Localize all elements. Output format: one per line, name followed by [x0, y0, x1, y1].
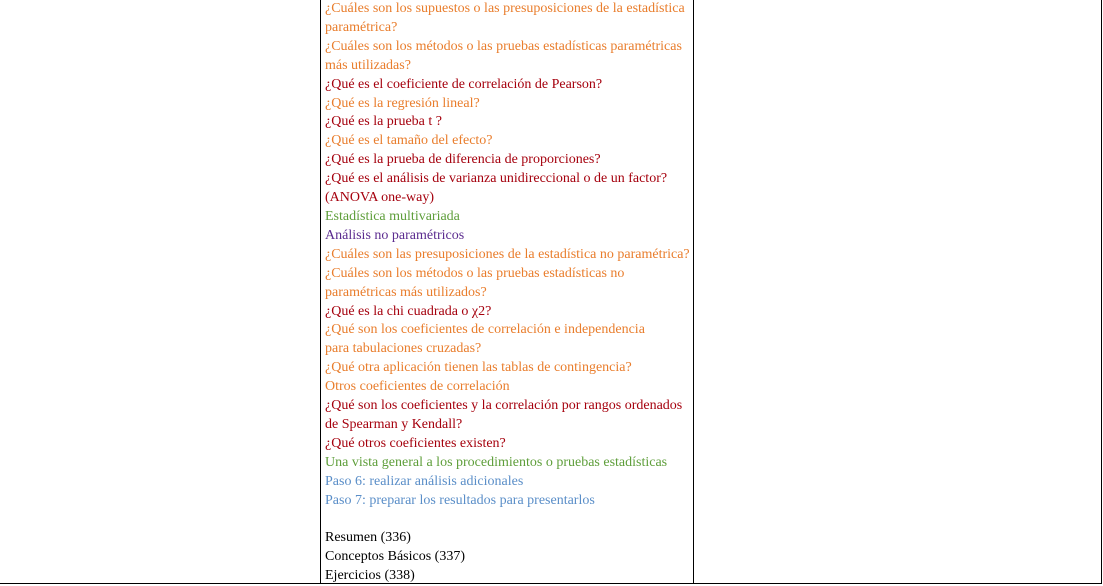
toc-link[interactable]: para tabulaciones cruzadas?	[325, 341, 482, 357]
toc-link[interactable]: ¿Cuáles son los métodos o las pruebas estadísticas no	[325, 265, 625, 281]
toc-link[interactable]: ¿Qué es la chi cuadrada o χ2?	[325, 303, 492, 319]
toc-link[interactable]: ¿Qué es la prueba t ?	[325, 114, 442, 130]
column-divider	[320, 0, 321, 584]
section-spacer	[325, 510, 693, 529]
column-divider	[693, 0, 694, 584]
toc-footer-item: Conceptos Básicos (337)	[325, 549, 465, 565]
toc-link[interactable]: ¿Qué es el coeficiente de correlación de Pearson?	[325, 76, 603, 92]
toc-link[interactable]: ¿Qué otros coeficientes existen?	[325, 435, 506, 451]
toc-link[interactable]: ¿Qué son los coeficientes de correlación e independencia	[325, 322, 645, 338]
toc-footer-item: Resumen (336)	[325, 530, 411, 546]
toc-link[interactable]: ¿Qué otra aplicación tienen las tablas de contingencia?	[325, 360, 632, 376]
toc-link[interactable]: ¿Qué es la regresión lineal?	[325, 95, 480, 111]
toc-link[interactable]: Paso 7: preparar los resultados para presentarlos	[325, 492, 595, 508]
toc-link[interactable]: ¿Cuáles son los supuestos o las presuposiciones de la estadística	[325, 1, 685, 16]
toc-link[interactable]: paramétrica?	[325, 19, 398, 35]
toc-link[interactable]: paramétricas más utilizados?	[325, 284, 487, 300]
toc-link[interactable]: ¿Cuáles son las presuposiciones de la estadística no paramétrica?	[325, 246, 690, 262]
toc-link[interactable]: ¿Qué es el tamaño del efecto?	[325, 133, 493, 149]
toc-link[interactable]: Paso 6: realizar análisis adicionales	[325, 473, 524, 489]
toc-link[interactable]: ¿Qué son los coeficientes y la correlación por rangos ordenados	[325, 398, 683, 414]
toc-link[interactable]: (ANOVA one-way)	[325, 190, 434, 206]
toc-link[interactable]: Análisis no paramétricos	[325, 227, 465, 243]
toc-link[interactable]: ¿Qué es el análisis de varianza unidireccional o de un factor?	[325, 171, 668, 187]
toc-link[interactable]: ¿Qué es la prueba de diferencia de proporciones?	[325, 152, 601, 168]
toc-column	[325, 0, 693, 586]
toc-link[interactable]: Estadística multivariada	[325, 208, 460, 224]
toc-link[interactable]: Otros coeficientes de correlación	[325, 379, 510, 395]
toc-link[interactable]: ¿Cuáles son los métodos o las pruebas estadísticas paramétricas	[325, 38, 682, 54]
toc-footer-item: Ejercicios (338)	[325, 568, 415, 584]
toc-link[interactable]: de Spearman y Kendall?	[325, 416, 463, 432]
toc-link[interactable]: Una vista general a los procedimientos o pruebas estadísticas	[325, 454, 668, 470]
toc-link[interactable]: más utilizadas?	[325, 57, 411, 73]
